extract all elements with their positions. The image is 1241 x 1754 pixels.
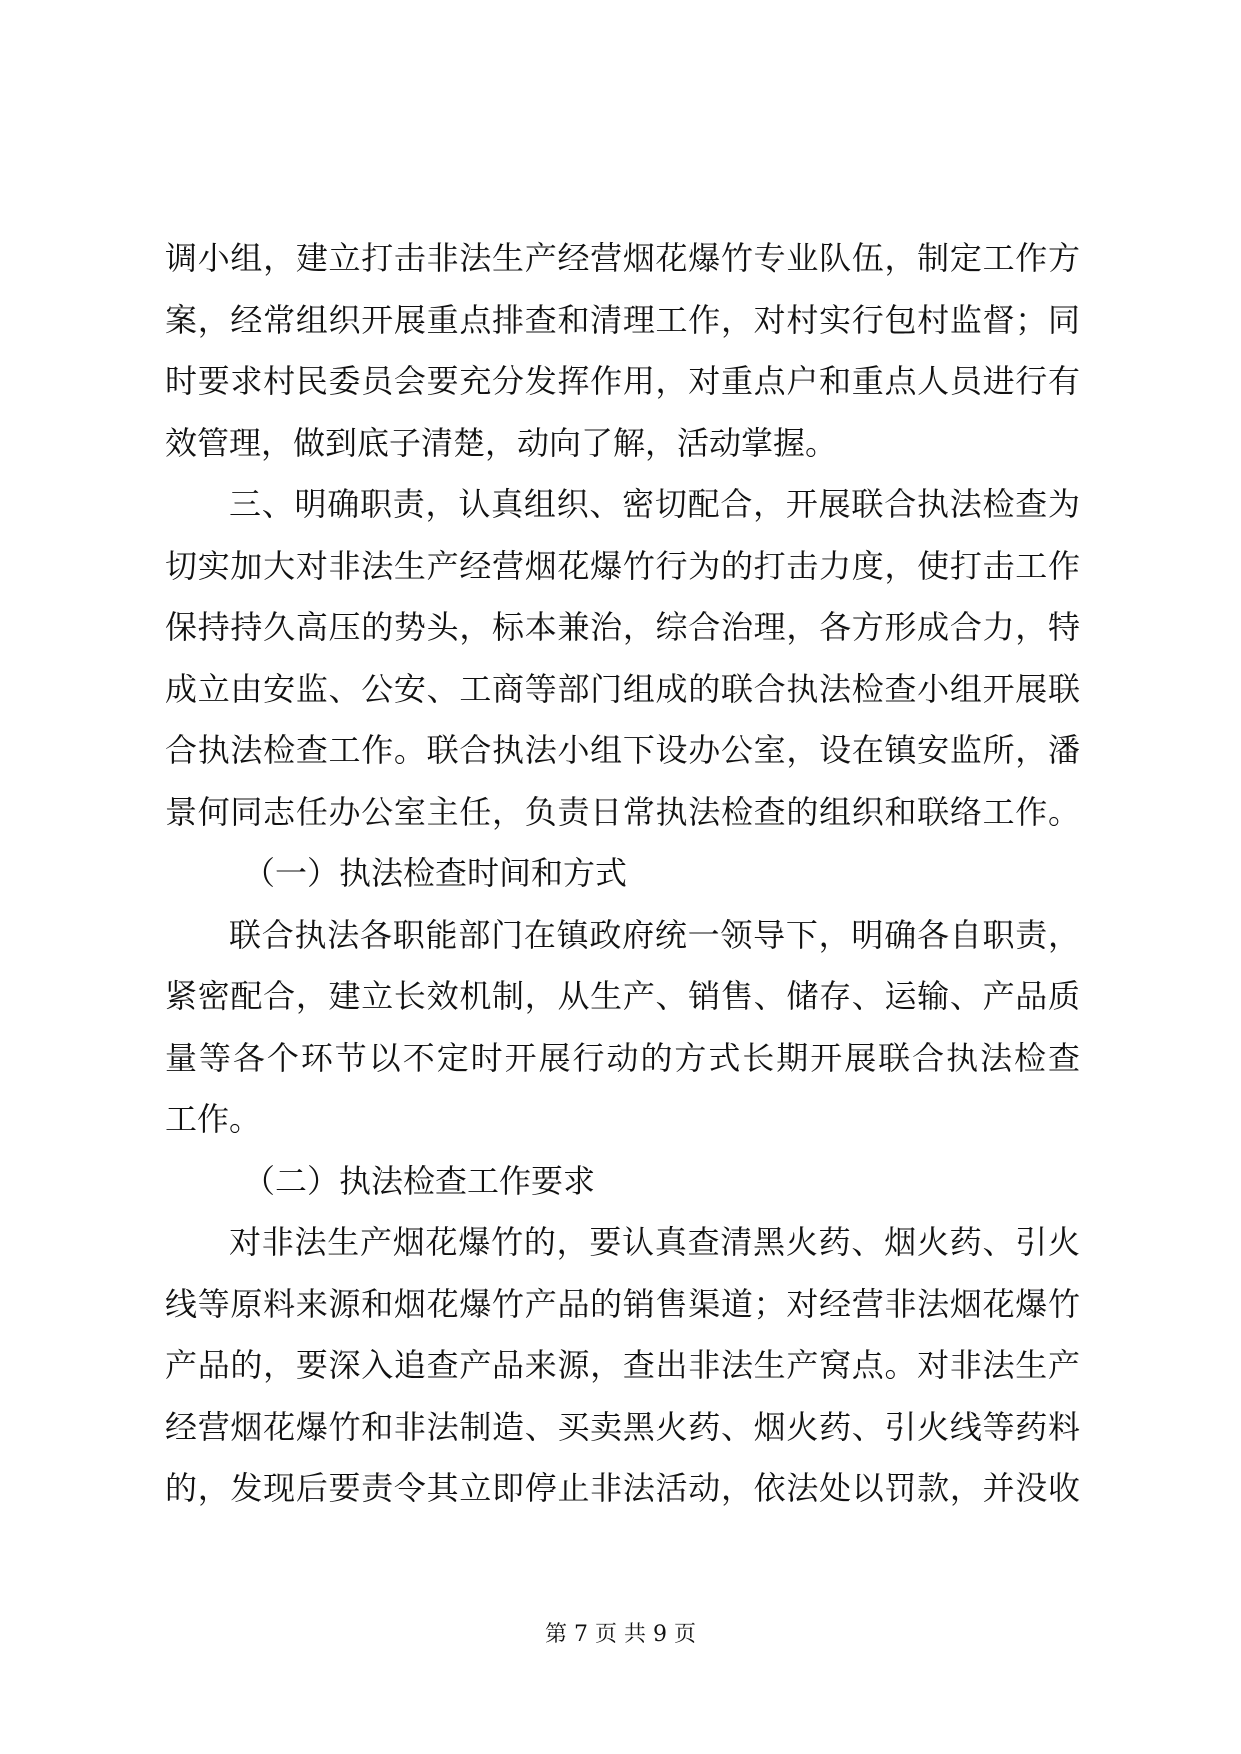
- text-line: 量等各个环节以不定时开展行动的方式长期开展联合执法检查: [165, 1038, 1080, 1077]
- document-body: [165, 228, 1080, 1520]
- section-heading: （二）执法检查工作要求: [243, 1161, 596, 1200]
- text-line: 时要求村民委员会要充分发挥作用，对重点户和重点人员进行有: [165, 362, 1080, 400]
- text-line: 效管理，做到底子清楚，动向了解，活动掌握。: [165, 423, 838, 462]
- text-line: 案，经常组织开展重点排查和清理工作，对村实行包村监督；同: [165, 300, 1080, 339]
- text-line: 调小组，建立打击非法生产经营烟花爆竹专业队伍，制定工作方: [165, 239, 1080, 277]
- text-line: 成立由安监、公安、工商等部门组成的联合执法检查小组开展联: [165, 669, 1080, 708]
- text-line: 线等原料来源和烟花爆竹产品的销售渠道；对经营非法烟花爆竹: [165, 1284, 1080, 1323]
- text-line: 产品的，要深入追查产品来源，查出非法生产窝点。对非法生产: [165, 1346, 1080, 1384]
- text-line: 紧密配合，建立长效机制，从生产、销售、储存、运输、产品质: [165, 977, 1080, 1015]
- text-line: 联合执法各职能部门在镇政府统一领导下，明确各自职责，: [229, 915, 1080, 954]
- text-line: 经营烟花爆竹和非法制造、买卖黑火药、烟火药、引火线等药料: [165, 1407, 1080, 1446]
- text-line: 对非法生产烟花爆竹的，要认真查清黑火药、烟火药、引火: [229, 1223, 1080, 1261]
- text-line: 保持持久高压的势头，标本兼治，综合治理，各方形成合力，特: [165, 608, 1080, 646]
- text-line: 景何同志任办公室主任，负责日常执法检查的组织和联络工作。: [165, 792, 1080, 831]
- text-line: 切实加大对非法生产经营烟花爆竹行为的打击力度，使打击工作: [165, 546, 1080, 585]
- text-line: 的，发现后要责令其立即停止非法活动，依法处以罚款，并没收: [165, 1469, 1080, 1507]
- text-line: 合执法检查工作。联合执法小组下设办公室，设在镇安监所，潘: [165, 731, 1080, 769]
- section-heading: （一）执法检查时间和方式: [243, 854, 628, 892]
- page-footer: 第 7 页 共 9 页: [545, 1622, 696, 1647]
- text-line: 工作。: [165, 1100, 262, 1138]
- text-line: 三、明确职责，认真组织、密切配合，开展联合执法检查为: [229, 485, 1080, 523]
